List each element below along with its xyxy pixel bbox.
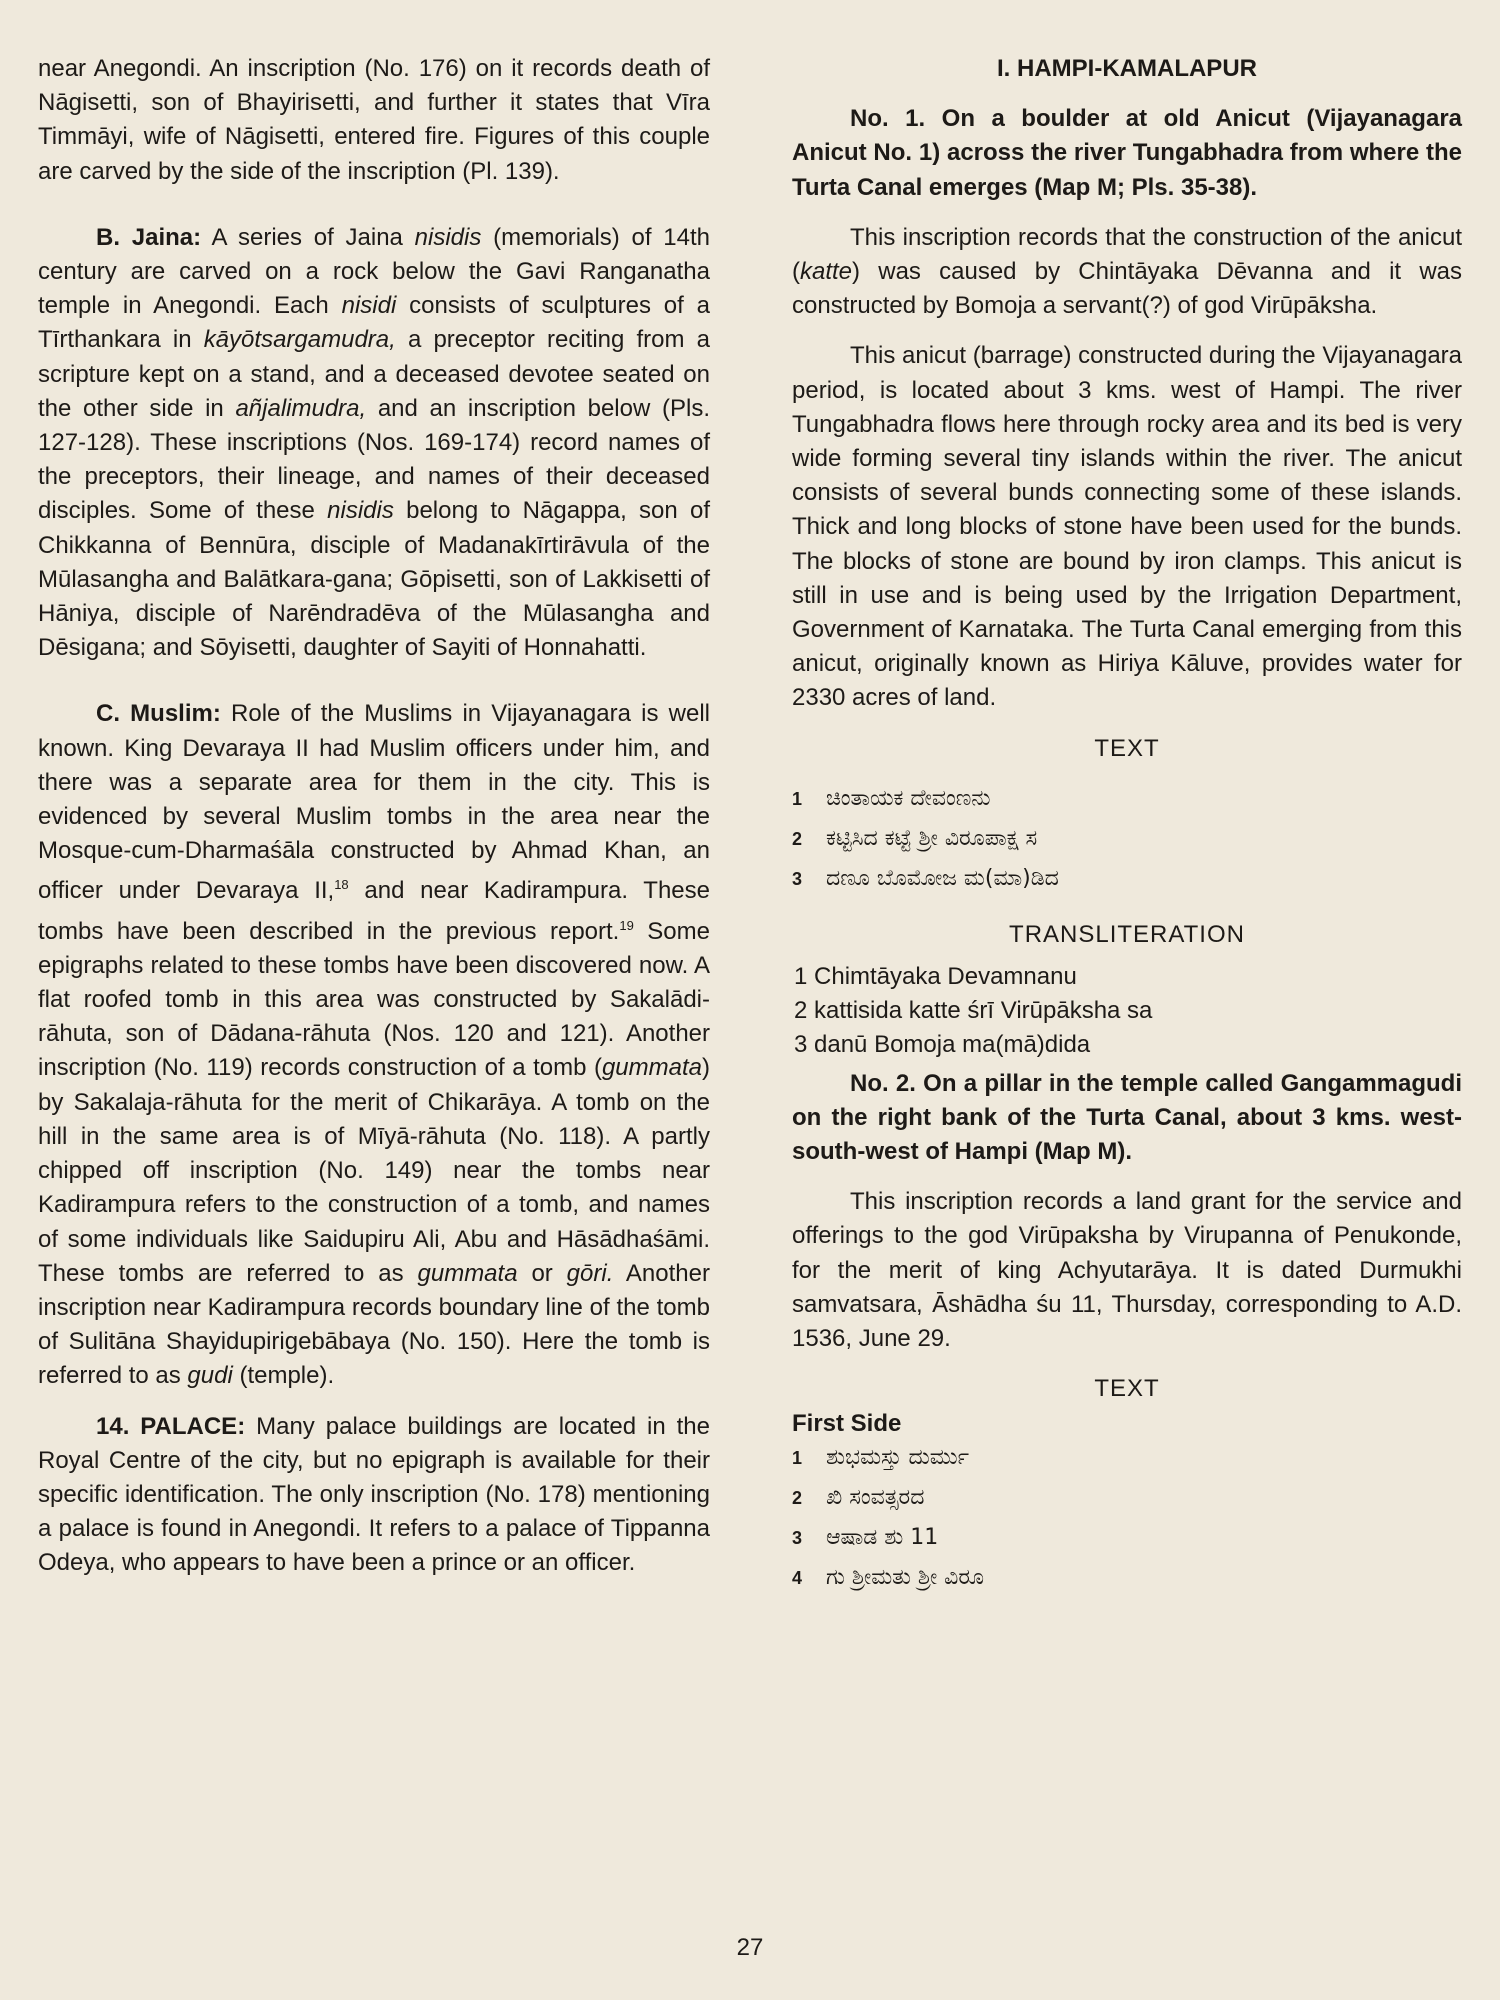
heading-palace: 14. PALACE: <box>96 1412 246 1440</box>
paragraph-jaina: B. Jaina: A series of Jaina nisidis (memorials) of 14th century are carved on a rock below the Gavi Ranganatha temple in Anegondi. Each nisidi consists of sculptures of a Tīrthankara in kāyōtsargamudra, a preceptor reciting from a scripture kept on a stand, and a deceased devotee seated on the other side in añjalimudra, and an inscription below (Pls. 127-128). These inscriptions (Nos. 169-174) record names of the preceptors, their lineage, and names of their deceased disciples. Some of these nisidis belong to Nāgappa, son of Chikkanna of Bennūra, disciple of Madanakīrtirāvula of the Mūlasangha and Balātkara-gana; Gōpisetti, son of Lakkisetti of Hāniya, disciple of Narēndradēva of the Mūlasangha and Dēsigana; and Sōyisetti, daughter of Sayiti of Honnahatti. <box>38 223 711 662</box>
transliteration-lines <box>792 960 1462 1063</box>
page-number: 27 <box>736 1934 764 1961</box>
paragraph-no2-record: This inscription records a land grant for the service and offerings to the god Virūpaksha by Virupanna of Penukonde, for the merit of king Achyutarāya. It is dated Durmukhi samvatsara, Āshādha śu 11, Thursday, corresponding to A.D. 1536, June 29. <box>792 1188 1462 1353</box>
section-title: I. HAMPI-KAMALAPUR <box>997 55 1257 82</box>
transliteration-line: 3 danū Bomoja ma(mā)dida <box>794 1031 1091 1059</box>
right-column <box>792 52 1462 1601</box>
transliteration-label: TRANSLITERATION <box>1009 920 1245 948</box>
kannada-text-no1 <box>792 782 1462 902</box>
paragraph-no1-anicut: This anicut (barrage) constructed during the Vijayanagara period, is located about 3 kms. west of Hampi. The river Tungabhadra flows here through rocky area and its bed is very wide forming several tiny islands within the river. The anicut consists of several bunds connecting some of these islands. Thick and long blocks of stone have been used for the bunds. The blocks of stone are bound by iron clamps. This anicut is still in use and is being used by the Irrigation Department, Government of Karnataka. The Turta Canal emerging from this anicut, originally known as Hiriya Kāluve, provides water for 2330 acres of land. <box>792 342 1462 712</box>
footnote-ref-18: 18 <box>334 877 349 893</box>
text-line: 2 ಕಟ್ಟಿಸಿದ ಕಟ್ಟೆ ಶ್ರೀ ವಿರೂಪಾಕ್ಷ ಸ <box>792 825 1038 851</box>
text-label-no1: TEXT <box>1094 734 1160 762</box>
heading-muslim: C. Muslim: <box>96 700 221 728</box>
paragraph-muslim: C. Muslim: Role of the Muslims in Vijayanagara is well known. King Devaraya II had Muslim officers under him, and there was a separate area for them in the city. This is evidenced by several Muslim tombs in the area near the Mosque-cum-Dharmaśāla constructed by Ahmad Khan, an officer under Devaraya II,$^{18}$ and near Kadirampura. These tombs have been described in the previous report.$^{19}$ Some epigraphs related to these tombs have been discovered now. A flat roofed tomb in this area was constructed by Sakalādi-rāhuta, son of Dādana-rāhuta (Nos. 120 and 121). Another inscription (No. 119) records construction of a tomb (gummata) by Sakalaja-rāhuta for the merit of Chikarāya. A tomb on the hill in the same area is of Mīyā-rāhuta (No. 118). A partly chipped off inscription (No. 149) near the tombs near Kadirampura refers to the construction of a tomb, and names of some individuals like Saidupiru Ali, Abu and Hāsādhaśāmi. These tombs are referred to as gummata or gōri. Another inscription near Kadirampura records boundary line of the tomb of Sulitāna Shayidupirigebābaya (No. 150). Here the tomb is referred to as gudi (temple). <box>38 700 710 1390</box>
text-label-no2: TEXT <box>1094 1375 1160 1403</box>
text-line: 4 ಗು ಶ್ರೀಮತು ಶ್ರೀ ವಿರೂ <box>792 1564 985 1590</box>
transliteration-line: 2 kattisida katte śrī Virūpāksha sa <box>794 997 1153 1025</box>
text-line: 3 ಆಷಾಡ ಶು 11 <box>792 1524 939 1550</box>
heading-jaina: B. Jaina: <box>96 223 202 251</box>
first-side-label: First Side <box>792 1409 902 1437</box>
kannada-text-no2 <box>792 1441 1462 1601</box>
paragraph-no1-record: This inscription records that the construction of the anicut (katte) was caused by Chintāyaka Dēvanna and it was constructed by Bomoja a servant(?) of god Virūpāksha. <box>792 223 1462 320</box>
text-line: 1 ಶುಭಮಸ್ತು ದುರ್ಮು <box>792 1444 970 1470</box>
transliteration-line: 1 Chimtāyaka Devamnanu <box>794 963 1077 991</box>
paragraph-palace: 14. PALACE: Many palace buildings are located in the Royal Centre of the city, but no epigraph is available for their specific identification. The only inscription (No. 178) mentioning a palace is found in Anegondi. It refers to a palace of Tippanna Odeya, who appears to have been a prince or an officer. <box>38 1412 710 1577</box>
footnote-ref-19: 19 <box>619 917 634 933</box>
heading-no2: No. 2. On a pillar in the temple called Gangammagudi on the right bank of the Turta Canal, about 3 kms. west-south-west of Hampi (Map M). <box>792 1069 1462 1166</box>
text-line: 1 ಚಿಂತಾಯಕ ದೇವಂಣನು <box>792 785 991 811</box>
paragraph-anegondi: near Anegondi. An inscription (No. 176) on it records death of Nāgisetti, son of Bhayirisetti, and further it states that Vīra Timmāyi, wife of Nāgisetti, entered fire. Figures of this couple are carved by the side of the inscription (Pl. 139). <box>38 55 710 185</box>
text-line: 2 ಖಿ ಸಂವತ್ಸರದ <box>792 1484 925 1510</box>
text-line: 3 ದಣೂ ಬೊಮೋಜ ಮ(ಮಾ)ಡಿದ <box>792 865 1059 891</box>
heading-no1: No. 1. On a boulder at old Anicut (Vijayanagara Anicut No. 1) across the river Tungabhadra from where the Turta Canal emerges (Map M; Pls. 35-38). <box>792 105 1462 201</box>
left-column <box>38 52 710 1581</box>
